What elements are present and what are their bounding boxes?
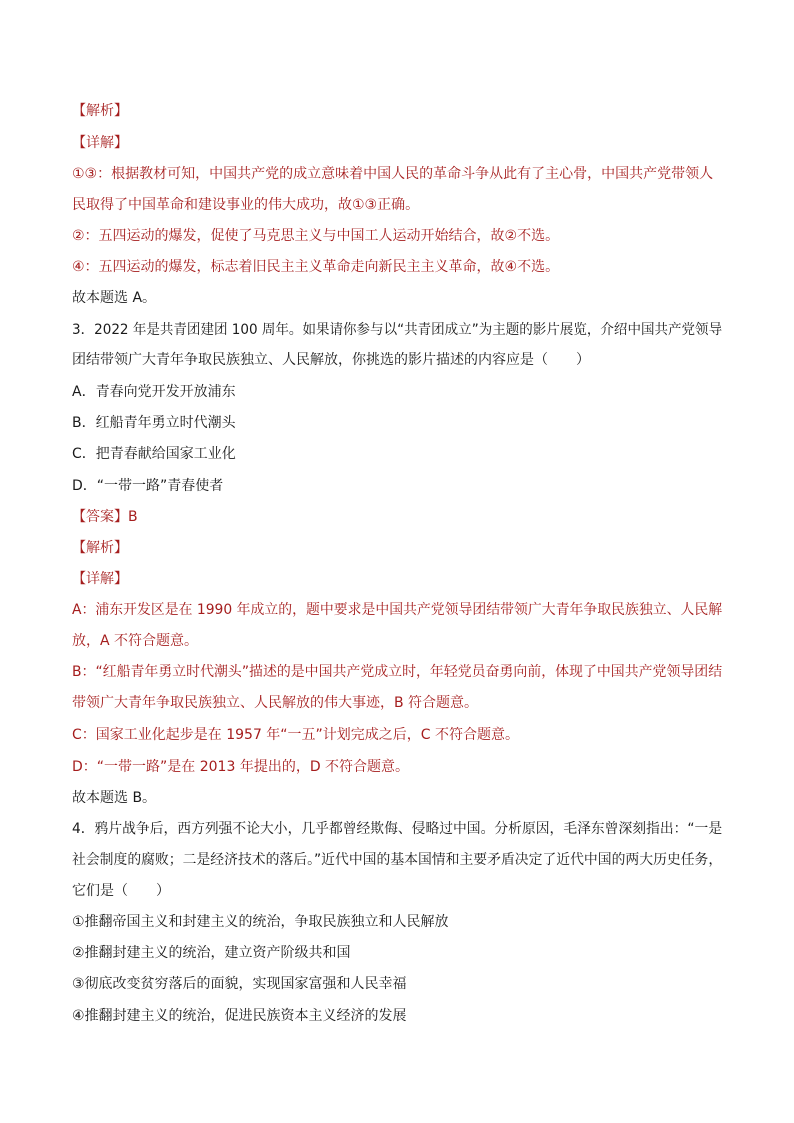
choice-item: ④推翻封建主义的统治，促进民族资本主义经济的发展 xyxy=(72,1008,407,1024)
question-4-stem: 它们是（ ） xyxy=(72,883,170,899)
option-d: D．“一带一路”青春使者 xyxy=(72,478,224,494)
detail-line: 放，A 不符合题意。 xyxy=(72,633,199,649)
choice-item: ②推翻封建主义的统治，建立资产阶级共和国 xyxy=(72,945,351,961)
question-3-stem: 3．2022 年是共青团建团 100 周年。如果请你参与以“共青团成立”为主题的影片展览，介绍中国共产党领导 xyxy=(72,322,723,338)
question-3-stem: 团结带领广大青年争取民族独立、人民解放，你挑选的影片描述的内容应是（ ） xyxy=(72,352,590,368)
option-a: A．青春向党开发开放浦东 xyxy=(72,384,236,400)
detail-heading: 【详解】 xyxy=(72,571,128,587)
detail-line: 带领广大青年争取民族独立、人民解放的伟大事迹，B 符合题意。 xyxy=(72,695,479,711)
detail-line: ②：五四运动的爆发，促使了马克思主义与中国工人运动开始结合，故②不选。 xyxy=(72,228,560,244)
detail-line: A：浦东开发区是在 1990 年成立的，题中要求是中国共产党领导团结带领广大青年争取民族独立、人民解 xyxy=(72,602,723,618)
conclusion-line: 故本题选 B。 xyxy=(72,790,157,806)
analysis-heading: 【解析】 xyxy=(72,540,128,556)
detail-line: ①③：根据教材可知，中国共产党的成立意味着中国人民的革命斗争从此有了主心骨，中国共产党带领人 xyxy=(72,166,714,182)
choice-item: ①推翻帝国主义和封建主义的统治，争取民族独立和人民解放 xyxy=(72,914,449,930)
answer-line: 【答案】B xyxy=(72,509,138,525)
detail-line: C：国家工业化起步是在 1957 年“一五”计划完成之后，C 不符合题意。 xyxy=(72,727,520,743)
choice-item: ③彻底改变贫穷落后的面貌，实现国家富强和人民幸福 xyxy=(72,976,407,992)
conclusion-line: 故本题选 A。 xyxy=(72,290,157,306)
option-b: B．红船青年勇立时代潮头 xyxy=(72,415,236,431)
detail-line: B：“红船青年勇立时代潮头”描述的是中国共产党成立时，年轻党员奋勇向前，体现了中国共产党领导团结 xyxy=(72,664,723,680)
analysis-heading: 【解析】 xyxy=(72,103,128,119)
detail-line: ④：五四运动的爆发，标志着旧民主主义革命走向新民主主义革命，故④不选。 xyxy=(72,259,560,275)
detail-line: D：“一带一路”是在 2013 年提出的，D 不符合题意。 xyxy=(72,759,410,775)
detail-heading: 【详解】 xyxy=(72,135,128,151)
question-4-stem: 4．鸦片战争后，西方列强不论大小，几乎都曾经欺侮、侵略过中国。分析原因，毛泽东曾深刻指出：“一是 xyxy=(72,821,723,837)
question-4-stem: 社会制度的腐败；二是经济技术的落后。”近代中国的基本国情和主要矛盾决定了近代中国的两大历史任务， xyxy=(72,852,723,868)
option-c: C．把青春献给国家工业化 xyxy=(72,446,236,462)
detail-line: 民取得了中国革命和建设事业的伟大成功，故①③正确。 xyxy=(72,197,420,213)
